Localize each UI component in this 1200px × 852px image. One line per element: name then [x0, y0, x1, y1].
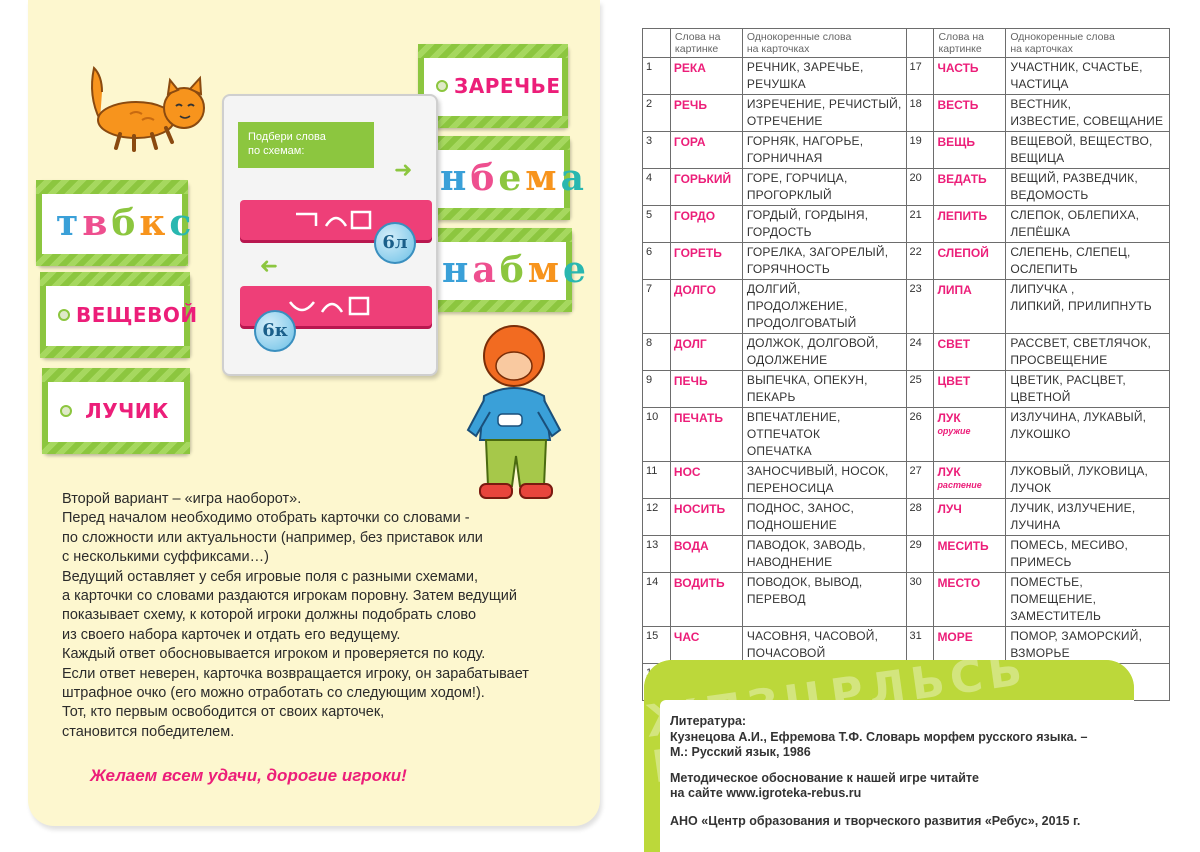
- row-roots: [1006, 334, 1170, 371]
- row-number: [643, 627, 671, 664]
- row-word: [670, 627, 742, 664]
- row-roots: [742, 462, 906, 499]
- card-word: ЗАРЕЧЬЕ: [454, 74, 561, 98]
- cat-illustration: [80, 56, 210, 152]
- row-word-note: оружие: [937, 426, 971, 436]
- row-number-text: 27: [909, 465, 922, 477]
- row-word-text: ЛУЧ: [937, 502, 962, 516]
- row-roots: [742, 169, 906, 206]
- row-number-text: 4: [646, 172, 653, 184]
- row-number: [906, 206, 934, 243]
- table-row: [643, 280, 1170, 334]
- row-number: [906, 627, 934, 664]
- row-word: [934, 371, 1006, 408]
- row-word-text: ЛУК: [937, 465, 961, 479]
- row-number: [906, 536, 934, 573]
- header-num: [643, 29, 671, 58]
- row-number-text: 13: [646, 539, 659, 551]
- card-letters: твбкс: [56, 202, 196, 244]
- row-number-text: 29: [909, 539, 922, 551]
- row-roots: [742, 627, 906, 664]
- row-roots-text: ПОМЕСЬ, МЕСИВО, ПРИМЕСЬ: [1010, 538, 1129, 569]
- row-roots: [742, 536, 906, 573]
- row-roots-text: ГОРДЫЙ, ГОРДЫНЯ, ГОРДОСТЬ: [746, 208, 869, 239]
- header-num: [906, 29, 934, 58]
- row-word-note: растение: [937, 480, 982, 490]
- header-roots: Однокоренные слова на карточках: [742, 29, 906, 58]
- row-word-text: ВОДА: [673, 539, 709, 553]
- row-word: [670, 408, 742, 462]
- row-roots-text: ИЗРЕЧЕНИЕ, РЕЧИСТЫЙ, ОТРЕЧЕНИЕ: [746, 97, 902, 128]
- row-number-text: 7: [646, 283, 653, 295]
- row-roots: [1006, 132, 1170, 169]
- row-word-text: ГОРА: [673, 135, 706, 149]
- literature-ref: Кузнецова А.И., Ефремова Т.Ф. Словарь морфем русского языка. – М.: Русский язык, 1986: [670, 729, 1088, 759]
- table-row: [643, 132, 1170, 169]
- arrow-right-icon: ➜: [394, 157, 413, 182]
- table-row: [643, 536, 1170, 573]
- row-word-text: ВЕДАТЬ: [937, 172, 987, 186]
- instruction-paragraph: Перед началом необходимо отобрать карточки со словами - по сложности или актуальности (например, без приставок или с несколькими суффиксами…): [62, 510, 483, 566]
- row-number: [643, 243, 671, 280]
- word-card-luchik: [42, 368, 190, 454]
- row-roots-text: ЛУЧИК, ИЗЛУЧЕНИЕ, ЛУЧИНА: [1010, 501, 1136, 532]
- row-number-text: 12: [646, 502, 659, 514]
- literature-text: [670, 714, 1120, 841]
- row-roots-text: ГОРЕЛКА, ЗАГОРЕЛЫЙ, ГОРЯЧНОСТЬ: [746, 245, 889, 276]
- table-row: [643, 169, 1170, 206]
- row-number: [906, 169, 934, 206]
- row-number-text: 6: [646, 246, 653, 258]
- row-roots: [1006, 95, 1170, 132]
- row-number-text: 3: [646, 135, 653, 147]
- row-word: [934, 462, 1006, 499]
- row-word: [670, 573, 742, 627]
- instruction-paragraph: Тот, кто первым освободится от своих карточек, становится победителем.: [62, 704, 385, 740]
- row-word-text: ЧАСТЬ: [937, 61, 979, 75]
- row-roots-text: СЛЕПЕНЬ, СЛЕПЕЦ, ОСЛЕПИТЬ: [1010, 245, 1131, 276]
- table-row: [643, 243, 1170, 280]
- row-word: [934, 58, 1006, 95]
- row-number: [643, 280, 671, 334]
- row-roots-text: РАССВЕТ, СВЕТЛЯЧОК, ПРОСВЕЩЕНИЕ: [1010, 336, 1152, 367]
- row-word-text: МЕСТО: [937, 576, 981, 590]
- card-word: ВЕЩЕВОЙ: [76, 303, 198, 327]
- row-word-text: ДОЛГО: [673, 283, 716, 297]
- row-number: [643, 408, 671, 462]
- row-roots-text: ВЕЩЕВОЙ, ВЕЩЕСТВО, ВЕЩИЦА: [1010, 134, 1153, 165]
- row-number: [906, 280, 934, 334]
- row-roots: [1006, 206, 1170, 243]
- row-word-text: ПЕЧЬ: [673, 374, 708, 388]
- row-number: [906, 334, 934, 371]
- row-number-text: 18: [909, 98, 922, 110]
- root-words-table: [642, 28, 1170, 701]
- literature-reference: [670, 714, 1120, 761]
- row-number-text: 1: [646, 61, 653, 73]
- row-number: [643, 462, 671, 499]
- instruction-paragraph: Каждый ответ обосновывается игроком и проверяется по коду. Если ответ неверен, карточка возвращается игроку, он зарабатывает штрафное очко (его можно отработать со следующим ходом!).: [62, 646, 529, 702]
- row-number-text: 8: [646, 337, 653, 349]
- literature-title: Литература:: [670, 714, 747, 728]
- row-roots: [1006, 408, 1170, 462]
- board-header: Подбери слова по схемам:: [238, 122, 374, 168]
- literature-note: Методическое обоснование к нашей игре читайте на сайте www.igroteka-rebus.ru: [670, 770, 979, 800]
- badge-2: 6к: [254, 310, 296, 352]
- row-number: [906, 95, 934, 132]
- row-word-text: ЦВЕТ: [937, 374, 971, 388]
- row-word: [934, 536, 1006, 573]
- row-roots-text: ПОВОДОК, ВЫВОД, ПЕРЕВОД: [746, 575, 863, 606]
- row-roots-text: ЗАНОСЧИВЫЙ, НОСОК, ПЕРЕНОСИЦА: [746, 464, 889, 495]
- row-number-text: 26: [909, 411, 922, 423]
- row-roots: [1006, 169, 1170, 206]
- table-row: [643, 408, 1170, 462]
- row-word: [670, 462, 742, 499]
- row-number: [643, 334, 671, 371]
- row-word: [934, 132, 1006, 169]
- row-word-text: ВЕЩЬ: [937, 135, 975, 149]
- table-row: [643, 206, 1170, 243]
- badge-1: 6л: [374, 222, 416, 264]
- row-roots-text: УЧАСТНИК, СЧАСТЬЕ, ЧАСТИЦА: [1010, 60, 1143, 91]
- boy-illustration: [458, 320, 578, 504]
- row-number: [643, 573, 671, 627]
- header-word: Слова на картинке: [670, 29, 742, 58]
- row-number: [906, 408, 934, 462]
- row-word-text: ЛИПА: [937, 283, 972, 297]
- row-roots-text: РЕЧНИК, ЗАРЕЧЬЕ, РЕЧУШКА: [746, 60, 864, 91]
- row-number: [643, 371, 671, 408]
- row-number-text: 10: [646, 411, 659, 423]
- row-roots: [1006, 371, 1170, 408]
- letter-card-3: [422, 228, 590, 312]
- row-number-text: 2: [646, 98, 653, 110]
- header-word: Слова на картинке: [934, 29, 1006, 58]
- row-word-text: НОСИТЬ: [673, 502, 726, 516]
- row-word: [670, 169, 742, 206]
- row-word: [934, 627, 1006, 664]
- row-number: [906, 371, 934, 408]
- row-roots-text: ВЫПЕЧКА, ОПЕКУН, ПЕКАРЬ: [746, 373, 868, 404]
- row-number: [906, 58, 934, 95]
- row-word: [934, 243, 1006, 280]
- row-roots: [742, 573, 906, 627]
- row-word: [670, 280, 742, 334]
- card-hole: [436, 80, 448, 92]
- row-word: [670, 95, 742, 132]
- row-roots: [1006, 462, 1170, 499]
- row-number-text: 5: [646, 209, 653, 221]
- arrow-left-icon: ➜: [259, 253, 278, 278]
- row-roots: [742, 408, 906, 462]
- card-letters: набме: [442, 249, 590, 291]
- row-number: [643, 206, 671, 243]
- row-roots-text: ЧАСОВНЯ, ЧАСОВОЙ, ПОЧАСОВОЙ: [746, 629, 879, 660]
- row-number: [906, 462, 934, 499]
- card-hole: [60, 405, 72, 417]
- row-word: [670, 58, 742, 95]
- header-roots: Однокоренные слова на карточках: [1006, 29, 1170, 58]
- table-row: [643, 371, 1170, 408]
- row-word-text: ЛУК: [937, 411, 961, 425]
- row-number-text: 24: [909, 337, 922, 349]
- literature-org: АНО «Центр образования и творческого развития «Ребус», 2015 г.: [670, 813, 1081, 828]
- row-roots: [1006, 58, 1170, 95]
- row-roots-text: ЛИПУЧКА , ЛИПКИЙ, ПРИЛИПНУТЬ: [1010, 282, 1152, 313]
- row-word-text: СВЕТ: [937, 337, 971, 351]
- row-roots: [1006, 280, 1170, 334]
- table-row: [643, 58, 1170, 95]
- row-number: [643, 536, 671, 573]
- row-word-text: РЕКА: [673, 61, 706, 75]
- row-word-text: ГОРЬКИЙ: [673, 172, 732, 186]
- word-card-veshchevoy: [40, 272, 198, 358]
- table-row: [643, 95, 1170, 132]
- row-word: [934, 499, 1006, 536]
- row-number-text: 9: [646, 374, 653, 386]
- row-number-text: 20: [909, 172, 922, 184]
- row-number-text: 22: [909, 246, 922, 258]
- table-row: [643, 462, 1170, 499]
- row-roots: [742, 206, 906, 243]
- card-hole: [58, 309, 70, 321]
- row-number: [906, 573, 934, 627]
- row-word: [670, 371, 742, 408]
- row-number-text: 25: [909, 374, 922, 386]
- row-word: [670, 132, 742, 169]
- row-word: [934, 95, 1006, 132]
- word-card-zarechye: [418, 44, 568, 128]
- row-roots-text: ВЕСТНИК, ИЗВЕСТИЕ, СОВЕЩАНИЕ: [1010, 97, 1164, 128]
- row-word: [670, 243, 742, 280]
- row-word-text: ЧАС: [673, 630, 700, 644]
- card-letters: нбема: [440, 157, 588, 199]
- row-roots: [1006, 627, 1170, 664]
- row-roots-text: ПАВОДОК, ЗАВОДЬ, НАВОДНЕНИЕ: [746, 538, 866, 569]
- row-word-text: РЕЧЬ: [673, 98, 707, 112]
- row-word-text: ВЕСТЬ: [937, 98, 979, 112]
- table-row: [643, 627, 1170, 664]
- row-roots-text: ЦВЕТИК, РАСЦВЕТ, ЦВЕТНОЙ: [1010, 373, 1126, 404]
- row-word: [934, 206, 1006, 243]
- row-number-text: 11: [646, 465, 658, 477]
- row-roots-text: ИЗЛУЧИНА, ЛУКАВЫЙ, ЛУКОШКО: [1010, 410, 1147, 441]
- row-number-text: 14: [646, 576, 659, 588]
- letter-card-2: [420, 136, 588, 220]
- row-word-text: ГОРДО: [673, 209, 716, 223]
- game-board: [222, 94, 438, 376]
- table-row: [643, 334, 1170, 371]
- row-number: [643, 169, 671, 206]
- row-number-text: 23: [909, 283, 922, 295]
- row-number: [906, 132, 934, 169]
- row-word: [670, 206, 742, 243]
- row-roots-text: ПОМОР, ЗАМОРСКИЙ, ВЗМОРЬЕ: [1010, 629, 1143, 660]
- row-roots-text: ДОЛГИЙ, ПРОДОЛЖЕНИЕ, ПРОДОЛГОВАТЫЙ: [746, 282, 857, 330]
- row-roots: [742, 132, 906, 169]
- row-number-text: 30: [909, 576, 922, 588]
- left-page: [28, 0, 600, 826]
- row-roots-text: СЛЕПОК, ОБЛЕПИХА, ЛЕПЁШКА: [1010, 208, 1140, 239]
- closing-wish: Желаем всем удачи, дорогие игроки!: [90, 766, 407, 785]
- row-word: [670, 499, 742, 536]
- row-word-text: МЕСИТЬ: [937, 539, 989, 553]
- row-number: [643, 58, 671, 95]
- instruction-paragraph: Второй вариант – «игра наоборот».: [62, 491, 302, 507]
- row-word-text: МОРЕ: [937, 630, 973, 644]
- instructions: [62, 490, 582, 742]
- row-roots: [742, 371, 906, 408]
- row-roots-text: ВЕЩИЙ, РАЗВЕДЧИК, ВЕДОМОСТЬ: [1010, 171, 1138, 202]
- row-roots: [742, 58, 906, 95]
- row-roots: [742, 243, 906, 280]
- row-number: [643, 95, 671, 132]
- row-roots-text: ДОЛЖОК, ДОЛГОВОЙ, ОДОЛЖЕНИЕ: [746, 336, 879, 367]
- row-roots-text: ЛУКОВЫЙ, ЛУКОВИЦА, ЛУЧОК: [1010, 464, 1149, 495]
- row-roots: [1006, 573, 1170, 627]
- literature-box: [644, 660, 1134, 852]
- row-number: [643, 499, 671, 536]
- row-roots-text: ГОРЕ, ГОРЧИЦА, ПРОГОРКЛЫЙ: [746, 171, 848, 202]
- row-roots-text: ГОРНЯК, НАГОРЬЕ, ГОРНИЧНАЯ: [746, 134, 864, 165]
- row-word-text: ДОЛГ: [673, 337, 707, 351]
- card-word: ЛУЧИК: [85, 399, 169, 423]
- row-number: [906, 243, 934, 280]
- table-row: [643, 573, 1170, 627]
- row-number-text: 15: [646, 630, 659, 642]
- row-word-text: ВОДИТЬ: [673, 576, 725, 590]
- row-roots: [1006, 536, 1170, 573]
- instruction-paragraph: Ведущий оставляет у себя игровые поля с разными схемами, а карточки со словами раздаются игрокам поровну. Затем ведущий показывает схему, к которой игроки должны подобрать слово из своего набора карточек и отдать его ведущему.: [62, 568, 517, 643]
- row-roots-text: ВПЕЧАТЛЕНИЕ, ОТПЕЧАТОК ОПЕЧАТКА: [746, 410, 841, 458]
- row-word-text: ЛЕПИТЬ: [937, 209, 988, 223]
- row-number-text: 28: [909, 502, 922, 514]
- letter-card-1: [36, 180, 196, 266]
- row-word-text: СЛЕПОЙ: [937, 246, 989, 260]
- row-roots: [1006, 243, 1170, 280]
- row-word: [934, 573, 1006, 627]
- row-word-text: ПЕЧАТЬ: [673, 411, 724, 425]
- table-row: [643, 499, 1170, 536]
- row-word: [670, 536, 742, 573]
- row-word-text: НОС: [673, 465, 701, 479]
- row-roots: [742, 95, 906, 132]
- row-word-text: ГОРЕТЬ: [673, 246, 722, 260]
- row-number-text: 21: [909, 209, 922, 221]
- row-number-text: 31: [909, 630, 922, 642]
- row-word: [934, 169, 1006, 206]
- row-word: [934, 408, 1006, 462]
- row-roots: [1006, 499, 1170, 536]
- row-roots: [742, 280, 906, 334]
- row-roots: [742, 499, 906, 536]
- row-number: [906, 499, 934, 536]
- row-word: [670, 334, 742, 371]
- row-number: [643, 132, 671, 169]
- row-roots-text: ПОМЕСТЬЕ, ПОМЕЩЕНИЕ, ЗАМЕСТИТЕЛЬ: [1010, 575, 1102, 623]
- row-roots-text: ПОДНОС, ЗАНОС, ПОДНОШЕНИЕ: [746, 501, 855, 532]
- row-word: [934, 334, 1006, 371]
- row-number-text: 17: [909, 61, 922, 73]
- row-roots: [742, 334, 906, 371]
- table-header-row: [643, 29, 1170, 58]
- row-number-text: 19: [909, 135, 922, 147]
- row-word: [934, 280, 1006, 334]
